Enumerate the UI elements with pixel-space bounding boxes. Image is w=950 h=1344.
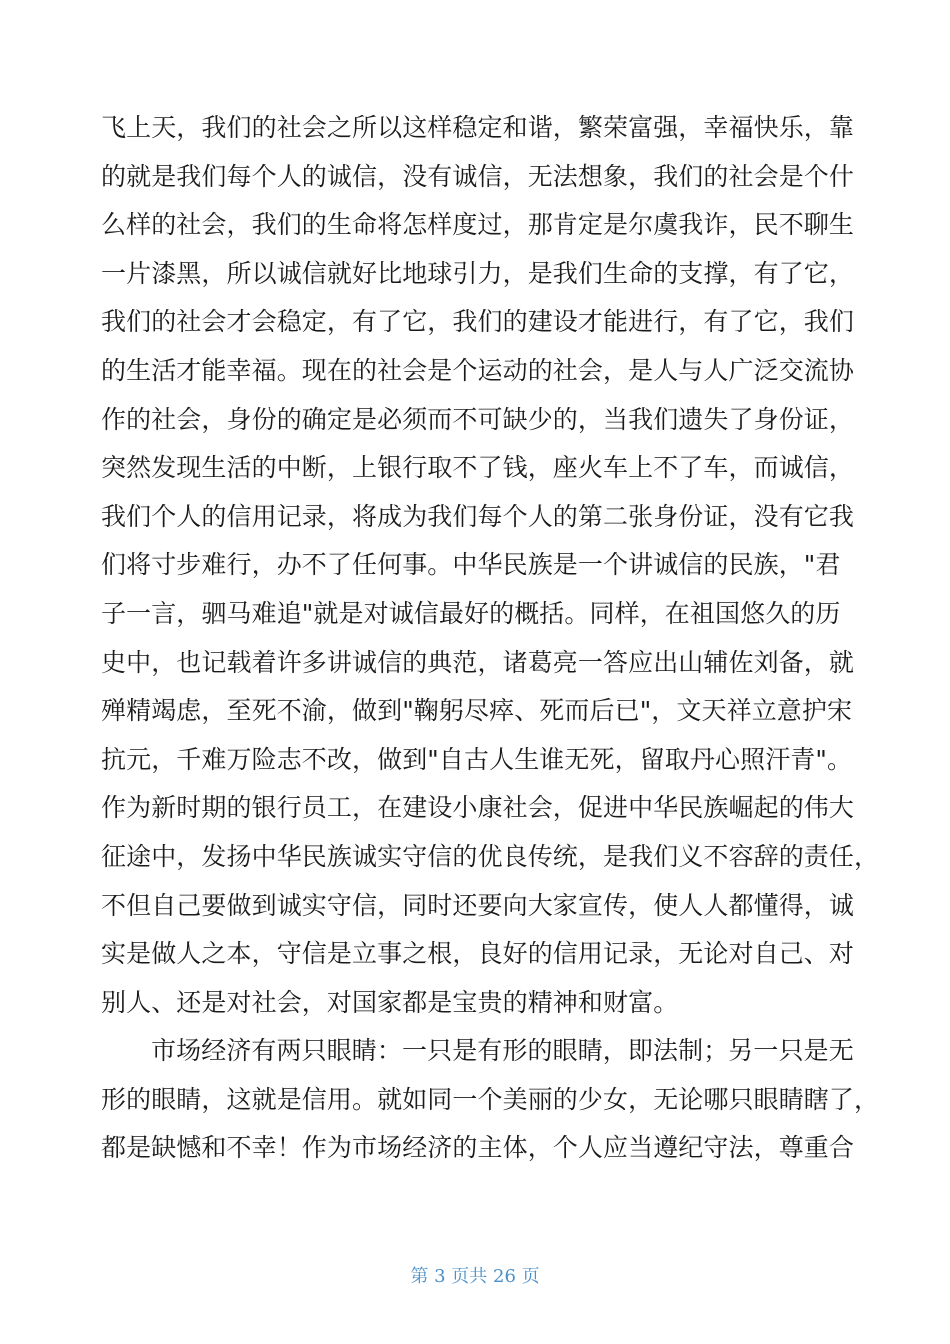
text-line: 的生活才能幸福。现在的社会是个运动的社会，是人与人广泛交流协 [101,355,855,385]
document-body [101,104,880,1173]
text-line: 突然发现生活的中断，上银行取不了钱，座火车上不了车，而诚信， [101,453,855,483]
paragraph-2 [101,1027,880,1173]
text-line: 不但自己要做到诚实守信，同时还要向大家宣传，使人人都懂得，诚 [101,890,855,920]
text-line: 么样的社会，我们的生命将怎样度过，那肯定是尔虞我诈，民不聊生 [101,210,855,240]
text-line: 的就是我们每个人的诚信，没有诚信，无法想象，我们的社会是个什 [101,161,855,191]
text-line: 子一言，驷马难追"就是对诚信最好的概括。同样，在祖国悠久的历 [101,598,841,628]
text-line: 殚精竭虑，至死不渝，做到"鞠躬尽瘁、死而后已"，文天祥立意护宋 [101,696,853,726]
text-line: 征途中，发扬中华民族诚实守信的优良传统，是我们义不容辞的责任， [101,841,880,871]
text-line: 都是缺憾和不幸！作为市场经济的主体，个人应当遵纪守法，尊重合 [101,1133,855,1163]
text-line: 我们的社会才会稳定，有了它，我们的建设才能进行，有了它，我们 [101,307,855,337]
text-line: 抗元，千难万险志不改，做到"自古人生谁无死，留取丹心照汗青"。 [101,744,853,774]
page-footer: 第 3 页共 26 页 [410,1266,540,1287]
text-line: 们将寸步难行，办不了任何事。中华民族是一个讲诚信的民族，"君 [101,550,841,580]
text-line: 飞上天，我们的社会之所以这样稳定和谐，繁荣富强，幸福快乐，靠 [101,113,855,142]
text-line: 我们个人的信用记录，将成为我们每个人的第二张身份证，没有它我 [101,501,855,531]
text-line: 作为新时期的银行员工，在建设小康社会，促进中华民族崛起的伟大 [101,793,855,823]
text-line: 形的眼睛，这就是信用。就如同一个美丽的少女，无论哪只眼睛瞎了， [101,1084,880,1114]
text-line: 别人、还是对社会，对国家都是宝贵的精神和财富。 [101,987,679,1017]
text-line: 实是做人之本，守信是立事之根，良好的信用记录，无论对自己、对 [101,939,855,969]
text-line: 市场经济有两只眼睛：一只是有形的眼睛，即法制；另一只是无 [151,1036,854,1066]
text-line: 史中，也记载着许多讲诚信的典范，诸葛亮一答应出山辅佐刘备，就 [101,647,855,677]
text-line: 作的社会，身份的确定是必须而不可缺少的，当我们遗失了身份证， [101,404,855,434]
paragraph-1 [101,104,880,1027]
text-line: 一片漆黑，所以诚信就好比地球引力，是我们生命的支撑，有了它， [101,258,855,288]
